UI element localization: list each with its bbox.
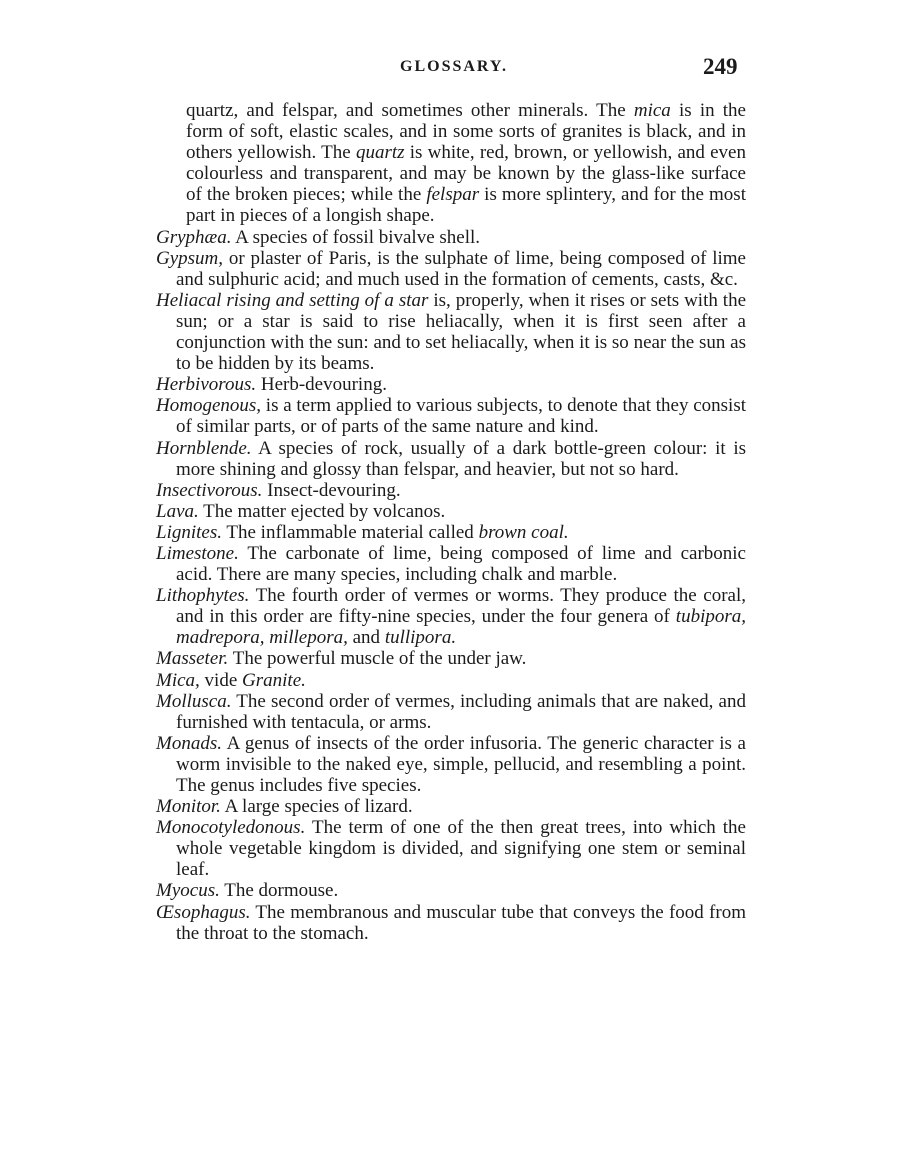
entry-term: Masseter. <box>156 648 229 670</box>
entry-term: Hornblende. <box>156 437 252 459</box>
definition-text: Insect-devouring. <box>262 479 401 501</box>
glossary-entry <box>156 374 746 395</box>
entry-term: Œsophagus. <box>156 901 251 923</box>
glossary-entry <box>156 395 746 437</box>
entry-term: Monitor. <box>156 796 221 818</box>
entry-term: Lignites. <box>156 521 222 543</box>
definition-text: or plaster of Paris, is the sulphate of lime, being composed of lime and sulphuric acid; and much used in the formation of cements, casts, &c. <box>176 247 746 290</box>
italic-text: Granite. <box>242 669 306 691</box>
entry-term: Limestone. <box>156 542 239 564</box>
definition-text: The fourth order of vermes or worms. They produce the coral, and in this order are fifty-nine species, under the four genera of <box>176 585 746 628</box>
definition-text: A genus of insects of the order infusoria. The generic character is a worm invisible to the naked eye, simple, pellucid, and resembling a point. The genus includes five species. <box>176 732 746 796</box>
entry-term: Lava. <box>156 500 199 522</box>
entry-term: Gryphæa. <box>156 226 232 248</box>
definition-text: is a term applied to various subjects, to denote that they consist of similar parts, or of parts of the same nature and kind. <box>176 395 746 438</box>
glossary-entry <box>156 670 746 691</box>
glossary-entry <box>156 248 746 290</box>
italic-text: brown coal. <box>478 521 569 543</box>
italic-text: mica <box>633 100 671 121</box>
glossary-entry <box>156 648 746 669</box>
glossary-entry <box>156 543 746 585</box>
glossary-body <box>156 100 746 944</box>
glossary-entry <box>156 733 746 796</box>
glossary-entry <box>156 438 746 480</box>
entry-term: Monads. <box>156 732 222 754</box>
glossary-entry <box>156 796 746 817</box>
definition-text: The second order of vermes, including animals that are naked, and furnished with tentacula, or arms. <box>176 690 746 733</box>
entry-term: Monocotyledonous. <box>156 817 306 839</box>
definition-text: The inflammable material called <box>221 521 479 543</box>
glossary-entry <box>156 902 746 944</box>
page-number: 249 <box>703 54 738 79</box>
page-header <box>0 52 900 92</box>
entry-term: Myocus. <box>156 880 220 902</box>
glossary-entry <box>156 585 746 648</box>
running-head: GLOSSARY. <box>400 58 508 75</box>
entry-term: Homogenous, <box>156 395 262 417</box>
definition-text: The membranous and muscular tube that conveys the food from the throat to the stomach. <box>176 901 746 944</box>
entry-term: Mica, <box>156 669 200 691</box>
glossary-entry <box>156 880 746 901</box>
definition-text: A species of fossil bivalve shell. <box>231 226 481 248</box>
continued-entry-text <box>156 100 746 227</box>
entry-term: Lithophytes. <box>156 585 250 607</box>
definition-text: quartz, and felspar, and sometimes other minerals. The <box>186 100 634 121</box>
definition-text: The term of one of the then great trees, into which the whole vegetable kingdom is divided, and signifying one stem or seminal leaf. <box>176 817 746 881</box>
definition-text: vide <box>199 669 243 691</box>
entry-term: Mollusca. <box>156 690 232 712</box>
italic-text: quartz <box>355 142 405 164</box>
entry-term: Herbivorous. <box>156 374 257 396</box>
entry-term: Gypsum, <box>156 247 224 269</box>
definition-text: A large species of lizard. <box>220 796 413 818</box>
definition-text: The carbonate of lime, being composed of lime and carbonic acid. There are many species, including chalk and marble. <box>176 542 746 586</box>
definition-text: is more splintery, and for the most part in pieces of a longish shape. <box>186 184 746 227</box>
glossary-entry <box>156 290 746 374</box>
definition-text: and <box>347 627 385 649</box>
definition-text: is white, red, brown, or yellowish, and even colourless and transparent, and may be known by the glass-like surface of the broken pieces; while the <box>186 142 746 206</box>
definition-text: The matter ejected by volcanos. <box>198 500 446 522</box>
glossary-entry <box>156 522 746 543</box>
glossary-entries <box>156 227 746 944</box>
definition-text: Herb-devouring. <box>256 374 387 396</box>
italic-text: felspar <box>426 184 480 206</box>
italic-text: tubipora, madrepora, millepora, <box>176 606 746 649</box>
glossary-entry <box>156 480 746 501</box>
entry-term: Heliacal rising and setting of a star <box>156 289 429 311</box>
entry-term: Insectivorous. <box>156 479 263 501</box>
definition-text: A species of rock, usually of a dark bottle-green colour: it is more shining and glossy than felspar, and heavier, but not so hard. <box>176 437 746 480</box>
definition-text: is, properly, when it rises or sets with the sun; or a star is said to rise heliacally, when it is first seen after a conjunction with the sun: and to set heliacally, when it is so near the sun as to be hidden by its beams. <box>176 289 746 375</box>
definition-text: The dormouse. <box>219 880 339 902</box>
definition-text: is in the form of soft, elastic scales, and in some sorts of granites is black, and in others yellowish. The <box>186 100 746 164</box>
glossary-entry <box>156 817 746 880</box>
glossary-entry <box>156 227 746 248</box>
glossary-entry <box>156 691 746 733</box>
definition-text: The powerful muscle of the under jaw. <box>228 648 527 670</box>
italic-text: tullipora. <box>384 627 457 649</box>
glossary-entry <box>156 501 746 522</box>
